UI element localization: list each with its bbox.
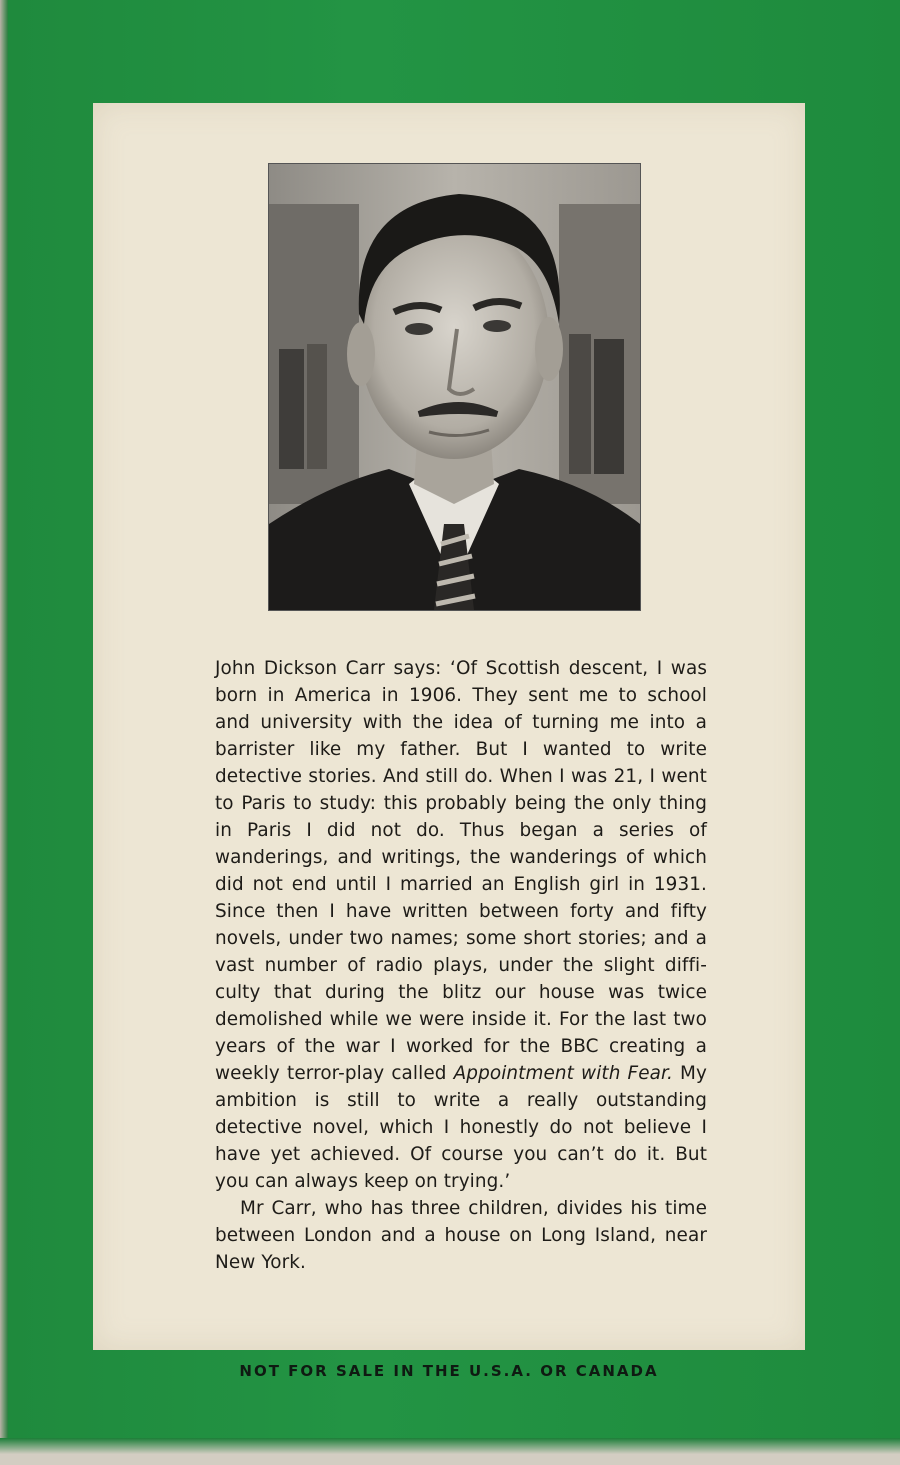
bio-paragraph-1 (215, 655, 707, 1195)
sale-restriction-notice: NOT FOR SALE IN THE U.S.A. OR CANADA (239, 1362, 659, 1380)
radio-show-title: Appointment with Fear. (453, 1063, 673, 1084)
spine-edge (0, 0, 8, 1465)
bio-paragraph-2: Mr Carr, who has three children, divides his time between London and a house on Long Island, near New York. (215, 1198, 707, 1273)
author-biography (215, 655, 707, 1276)
author-portrait (268, 163, 641, 611)
portrait-photo-icon (269, 164, 640, 610)
bio-paragraph-1-text: John Dickson Carr says: ‘Of Scottish descent, I was born in America in 1906. They sent me to school and university with the idea of turning me into a barrister like my father. But I wanted to write detective stories. And still do. When I was 21, I went to Paris to study: this probably being the only thing in Paris I did not do. Thus began a series of wanderings, and writings, the wanderings of which did not end until I married an English girl in 1931. Since then I have written between forty and fifty novels, under two names; some short stories; and a vast number of radio plays, under the slight diffi-culty that during the blitz our house was twice demolished while we were inside it. For the last two years of the war I worked for the BBC creating a weekly terror-play called (215, 658, 707, 1084)
bottom-edge (0, 1438, 900, 1465)
bio-paragraph-1-end: My ambition is still to write a really outstanding detective novel, which I honestly do not believe I have yet achieved. Of course you can’t do it. But you can always keep on trying.’ (215, 1063, 707, 1192)
